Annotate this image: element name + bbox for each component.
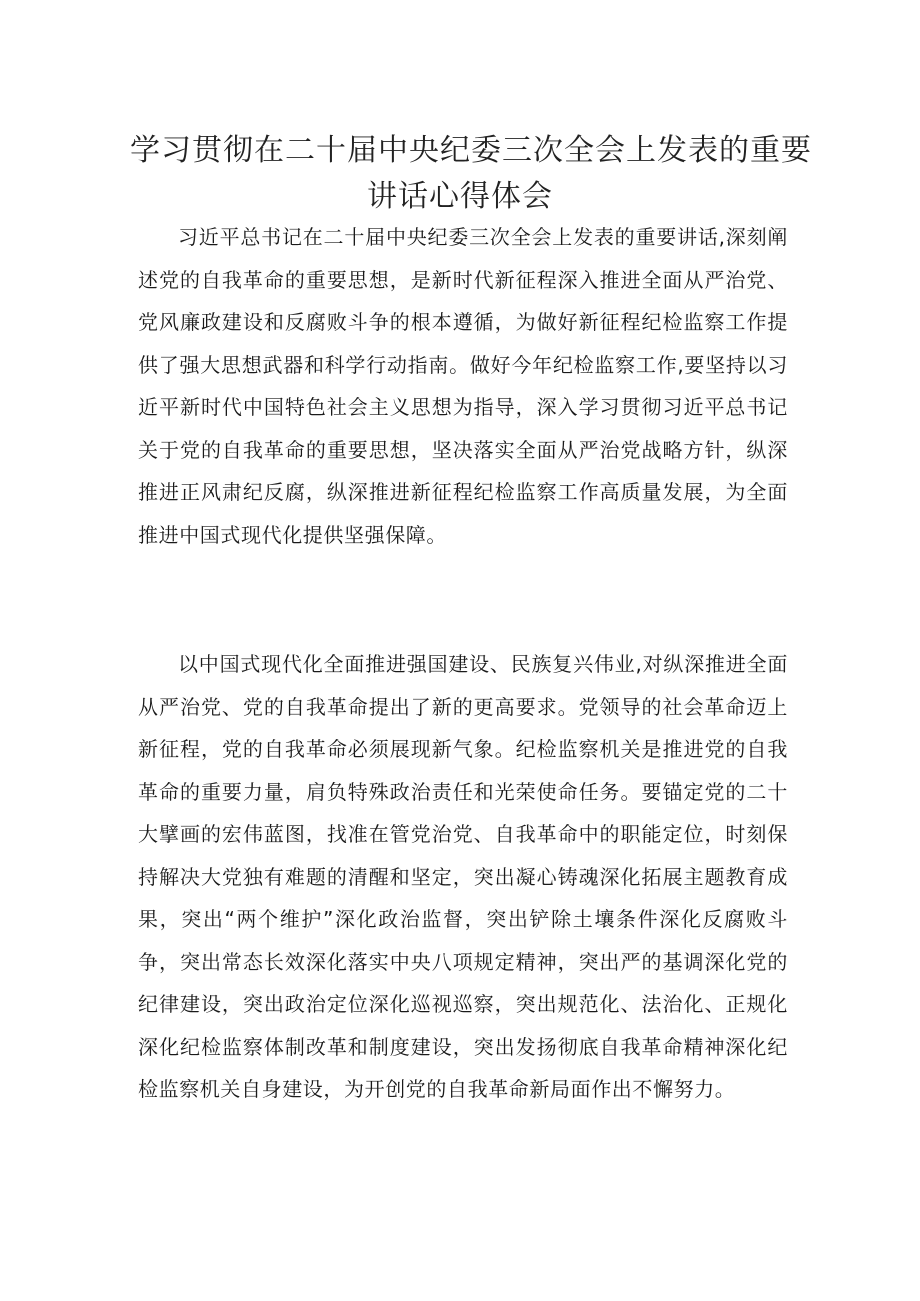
title-line-1: 学习贯彻在二十届中央纪委三次全会上发表的重要 — [130, 133, 812, 168]
document-title — [130, 128, 812, 220]
paragraph-2: 以中国式现代化全面推进强国建设、民族复兴伟业,对纵深推进全面从严治党、党的自我革命提出了新的更高要求。党领导的社会革命迈上新征程，党的自我革命必须展现新气象。纪检监察机关是推进党的自我革命的重要力量，肩负特殊政治责任和光荣使命任务。要锚定党的二十大擘画的宏伟蓝图，找准在管党治党、自我革命中的职能定位，时刻保持解决大党独有难题的清醒和坚定，突出凝心铸魂深化拓展主题教育成果，突出“两个维护”深化政治监督，突出铲除土壤条件深化反腐败斗争，突出常态长效深化落实中央八项规定精神，突出严的基调深化党的纪律建设，突出政治定位深化巡视巡察，突出规范化、法治化、正规化深化纪检监察体制改革和制度建设，突出发扬彻底自我革命精神深化纪检监察机关自身建设，为开创党的自我革命新局面作出不懈努力。 — [138, 652, 788, 1101]
title-line-2: 讲话心得体会 — [367, 179, 553, 214]
paragraph-1: 习近平总书记在二十届中央纪委三次全会上发表的重要讲话,深刻阐述党的自我革命的重要思想，是新时代新征程深入推进全面从严治党、党风廉政建设和反腐败斗争的根本遵循，为做好新征程纪检监察工作提供了强大思想武器和科学行动指南。做好今年纪检监察工作,要坚持以习近平新时代中国特色社会主义思想为指导，深入学习贯彻习近平总书记关于党的自我革命的重要思想，坚决落实全面从严治党战略方针，纵深推进正风肃纪反腐，纵深推进新征程纪检监察工作高质量发展，为全面推进中国式现代化提供坚强保障。 — [138, 225, 788, 547]
